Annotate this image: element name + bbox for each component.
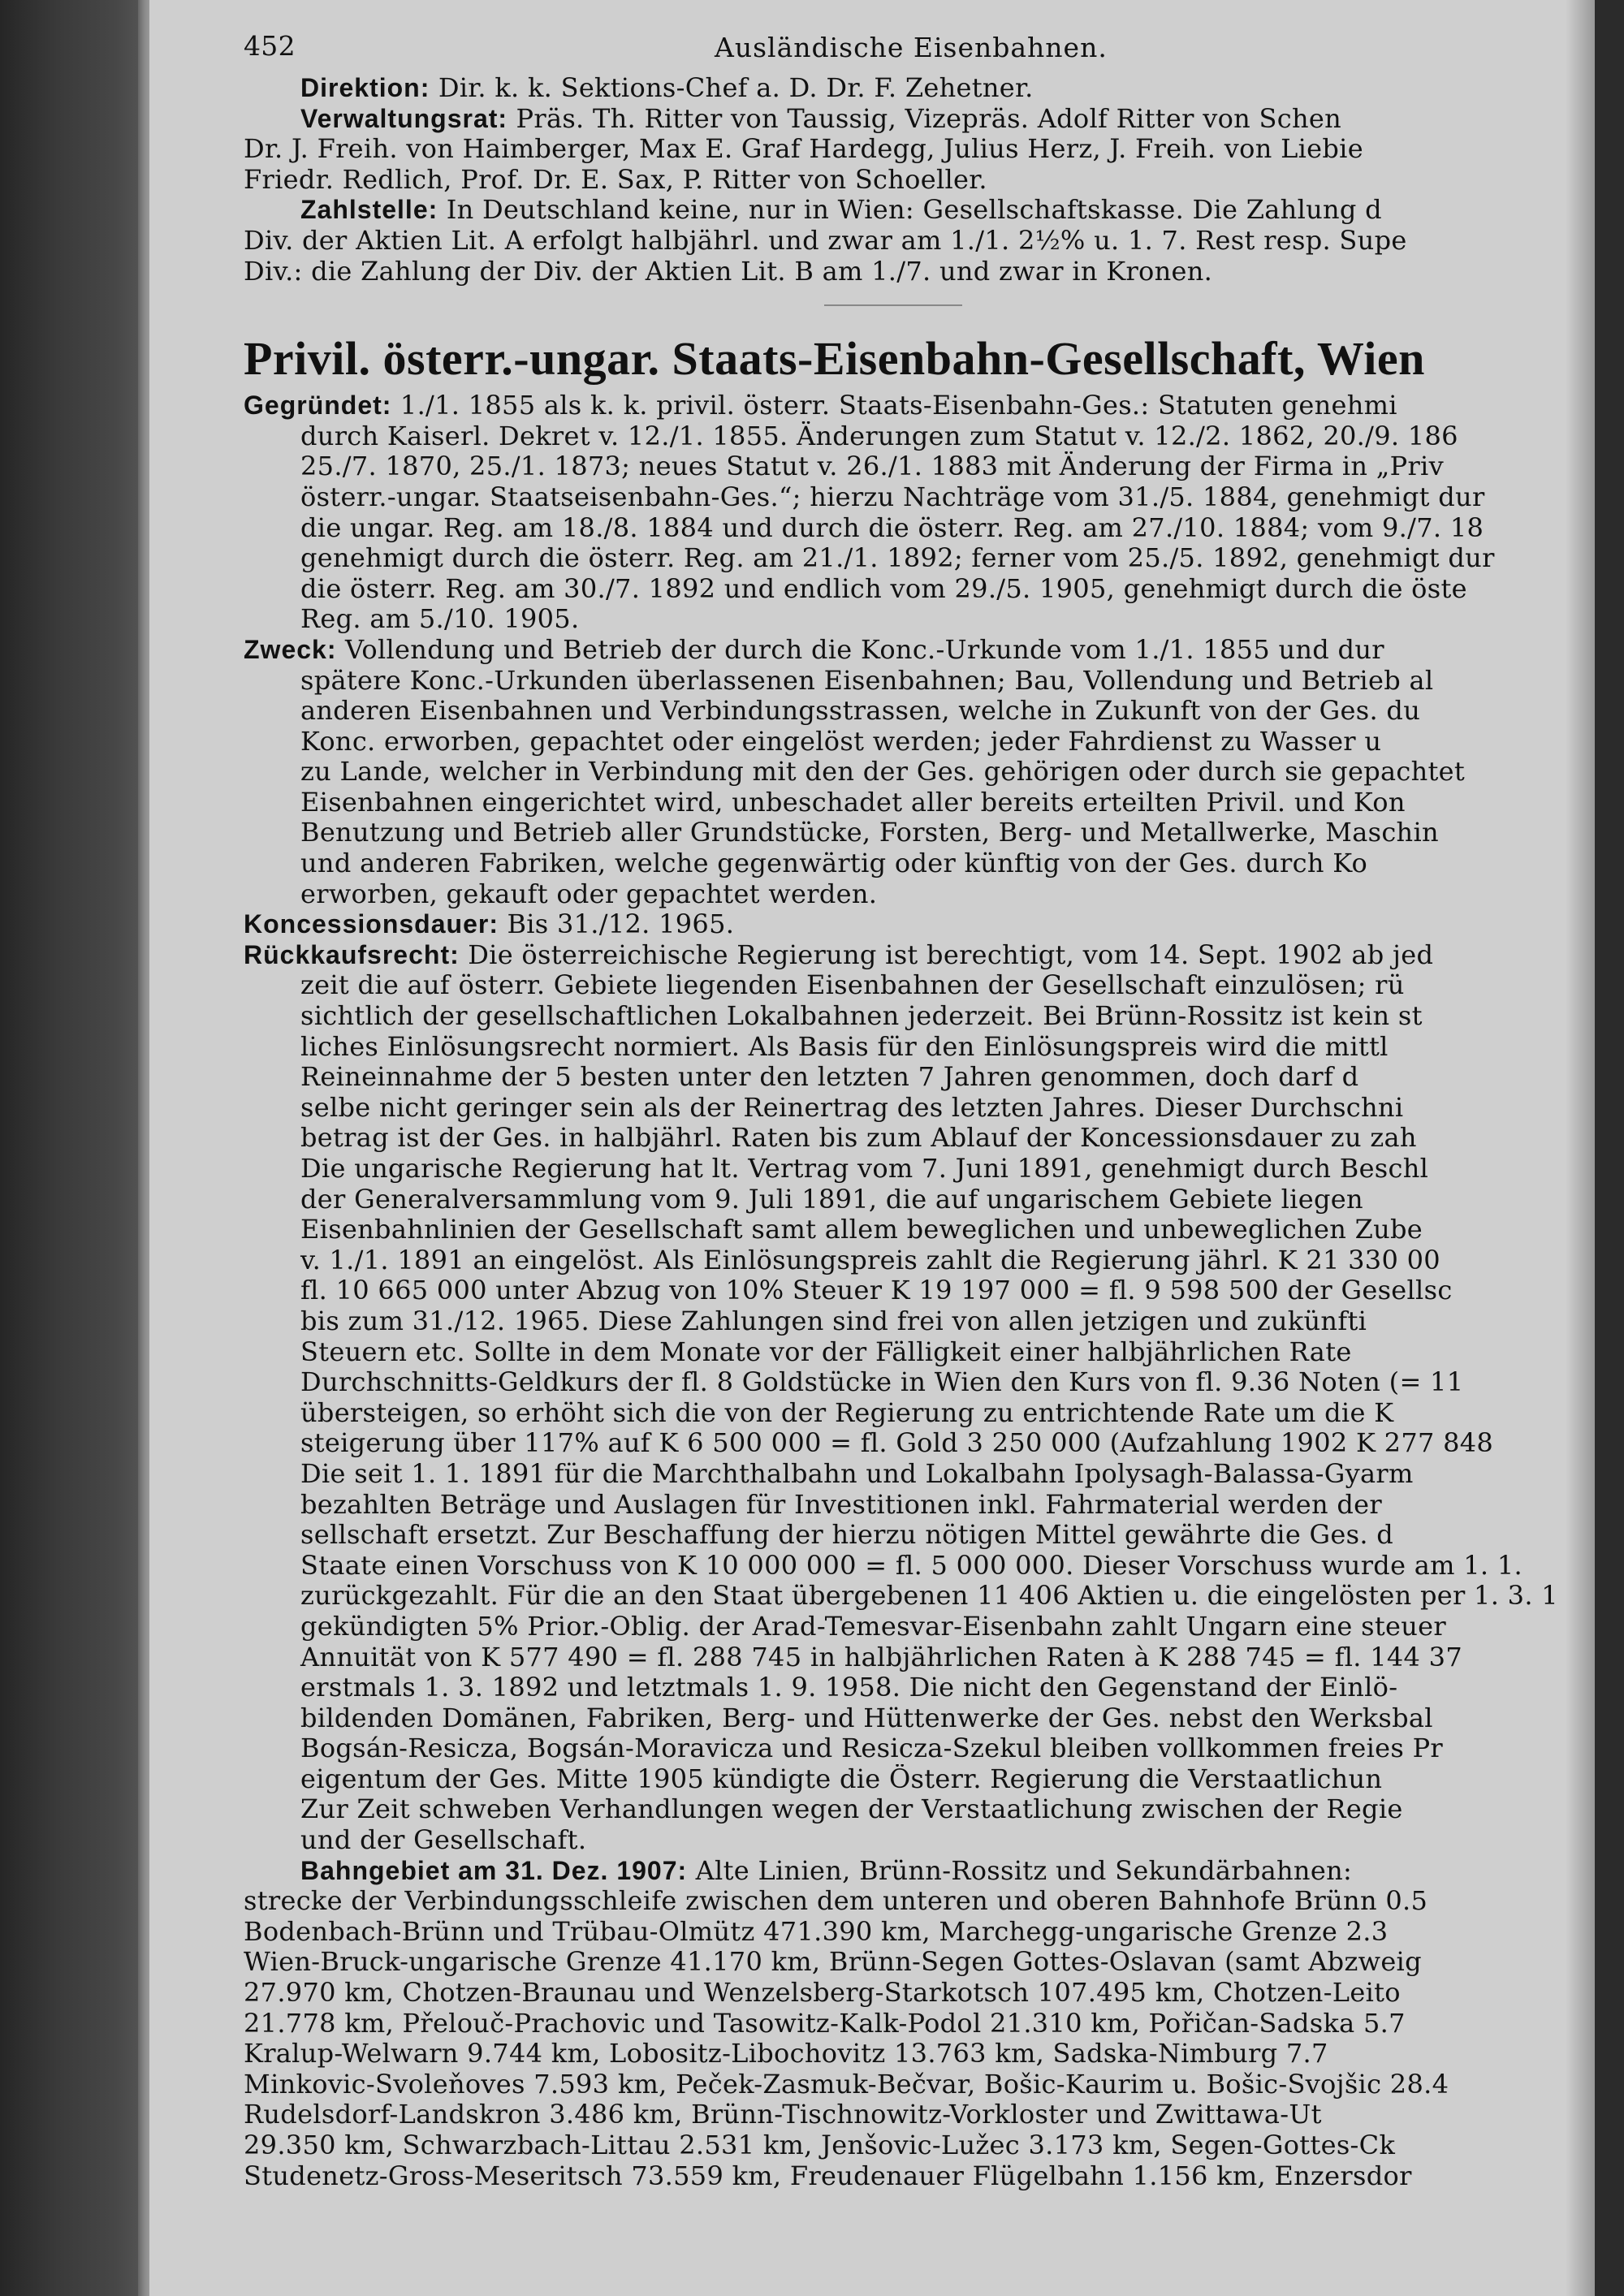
section-line <box>244 1154 1592 1185</box>
line-text: Div.: die Zahlung der Div. der Aktien Lit. B am 1./7. und zwar in Kronen. <box>244 256 1213 287</box>
line-text: Kralup-Welwarn 9.744 km, Lobositz-Libochovitz 13.763 km, Sadska-Nimburg 7.7 <box>244 2039 1328 2069</box>
text-line <box>244 73 1592 104</box>
section-line <box>244 879 1592 910</box>
bahngebiet-line <box>244 2069 1592 2100</box>
section-line <box>244 1733 1592 1764</box>
section-line <box>244 696 1592 727</box>
line-text: betrag ist der Ges. in halbjährl. Raten bis zum Ablauf der Koncessionsdauer zu zah <box>300 1123 1417 1154</box>
line-text: 27.970 km, Chotzen-Braunau und Wenzelsberg-Starkotsch 107.495 km, Chotzen-Leito <box>244 1978 1401 2009</box>
line-text: zeit die auf österr. Gebiete liegenden Eisenbahnen der Gesellschaft einzulösen; rü <box>300 970 1405 1001</box>
line-text: bezahlten Beträge und Auslagen für Investitionen inkl. Fahrmaterial werden der <box>300 1489 1382 1520</box>
line-text: Wien-Bruck-ungarische Grenze 41.170 km, Brünn-Segen Gottes-Oslavan (samt Abzweig <box>244 1947 1422 1978</box>
line-text: gekündigten 5% Prior.-Oblig. der Arad-Temesvar-Eisenbahn zahlt Ungarn eine steuer <box>300 1611 1446 1642</box>
section-line <box>244 909 1592 940</box>
bahngebiet-section <box>244 1856 1592 2192</box>
line-text: In Deutschland keine, nur in Wien: Gesellschaftskasse. Die Zahlung d <box>438 195 1382 226</box>
line-text: Rudelsdorf-Landskron 3.486 km, Brünn-Tischnowitz-Vorkloster und Zwittawa-Ut <box>244 2100 1322 2130</box>
line-text: Präs. Th. Ritter von Taussig, Vizepräs. Adolf Ritter von Schen <box>508 103 1342 134</box>
bahngebiet-line <box>244 2130 1592 2161</box>
section-line <box>244 1459 1592 1490</box>
section-line <box>244 788 1592 818</box>
line-text: erstmals 1. 3. 1892 und letztmals 1. 9. 1958. Die nicht den Gegenstand der Einlö- <box>300 1672 1398 1703</box>
section-line <box>244 848 1592 879</box>
line-text: Durchschnitts-Geldkurs der fl. 8 Goldstücke in Wien den Kurs von fl. 9.36 Noten (= 11 <box>300 1367 1464 1398</box>
line-text: fl. 10 665 000 unter Abzug von 10% Steuer K 19 197 000 = fl. 9 598 500 der Gesellsc <box>300 1275 1453 1306</box>
line-text: bis zum 31./12. 1965. Diese Zahlungen sind frei von allen jetzigen und zukünfti <box>300 1306 1367 1336</box>
section-line <box>244 1001 1592 1032</box>
line-text: Dir. k. k. Sektions-Chef a. D. Dr. F. Zehetner. <box>430 73 1034 103</box>
bahngebiet-line <box>244 2161 1592 2192</box>
field-label: Koncessionsdauer: <box>244 909 499 939</box>
field-label: Gegründet: <box>244 391 392 421</box>
text-line <box>244 134 1592 165</box>
text-line <box>244 226 1592 257</box>
line-text: Bodenbach-Brünn und Trübau-Olmütz 471.390 km, Marchegg-ungarische Grenze 2.3 <box>244 1916 1389 1947</box>
section-line <box>244 727 1592 757</box>
section-line <box>244 574 1592 605</box>
section-line <box>244 1825 1592 1856</box>
line-text: Staate einen Vorschuss von K 10 000 000 = fl. 5 000 000. Dieser Vorschuss wurde am 1. 1. <box>300 1550 1523 1581</box>
company-sections <box>244 391 1592 1856</box>
section-line <box>244 1215 1592 1245</box>
section-line <box>244 1367 1592 1398</box>
line-text: der Generalversammlung vom 9. Juli 1891, die auf ungarischem Gebiete liegen <box>300 1184 1363 1215</box>
bahngebiet-line <box>244 1917 1592 1948</box>
section-line <box>244 1245 1592 1276</box>
line-text: anderen Eisenbahnen und Verbindungsstrassen, welche in Zukunft von der Ges. du <box>300 696 1421 727</box>
line-text: 1./1. 1855 als k. k. privil. österr. Staats-Eisenbahn-Ges.: Statuten genehmi <box>391 391 1397 421</box>
section-line <box>244 1428 1592 1459</box>
section-line <box>244 1764 1592 1795</box>
section-line <box>244 451 1592 482</box>
line-text: Steuern etc. Sollte in dem Monate vor der Fälligkeit einer halbjährlichen Rate <box>300 1336 1352 1367</box>
section-line <box>244 1062 1592 1093</box>
field-label: Verwaltungsrat: <box>300 103 508 133</box>
line-text: und anderen Fabriken, welche gegenwärtig oder künftig von der Ges. durch Ko <box>300 848 1368 879</box>
line-text: Studenetz-Gross-Meseritsch 73.559 km, Freudenauer Flügelbahn 1.156 km, Enzersdor <box>244 2160 1412 2191</box>
bahngebiet-line <box>244 1978 1592 2009</box>
line-text: 21.778 km, Přelouč-Prachovic und Tasowitz-Kalk-Podol 21.310 km, Pořičan-Sadska 5.7 <box>244 2008 1406 2039</box>
line-text: spätere Konc.-Urkunden überlassenen Eisenbahnen; Bau, Vollendung und Betrieb al <box>300 665 1434 696</box>
text-line <box>244 195 1592 226</box>
bahngebiet-line <box>244 2009 1592 2039</box>
section-line <box>244 635 1592 666</box>
section-line <box>244 1672 1592 1703</box>
section-line <box>244 1275 1592 1306</box>
text-line <box>244 165 1592 196</box>
line-text: 29.350 km, Schwarzbach-Littau 2.531 km, Jenšovic-Lužec 3.173 km, Segen-Gottes-Ck <box>244 2130 1396 2160</box>
section-line <box>244 1612 1592 1642</box>
line-text: selbe nicht geringer sein als der Reinertrag des letzten Jahres. Dieser Durchschni <box>300 1092 1404 1123</box>
line-text: erworben, gekauft oder gepachtet werden. <box>300 878 878 909</box>
section-separator <box>824 304 962 306</box>
section-line <box>244 757 1592 788</box>
section-line <box>244 666 1592 697</box>
field-label: Rückkaufsrecht: <box>244 939 460 969</box>
page-content <box>244 23 1592 2191</box>
section-line <box>244 1093 1592 1124</box>
section-line <box>244 1123 1592 1154</box>
section-line <box>244 1306 1592 1337</box>
line-text: 25./7. 1870, 25./1. 1873; neues Statut v. 26./1. 1883 mit Änderung der Firma in „Priv <box>300 451 1444 482</box>
line-text: Die österreichische Regierung ist berechtigt, vom 14. Sept. 1902 ab jed <box>459 939 1434 970</box>
line-text: genehmigt durch die österr. Reg. am 21./1. 1892; ferner vom 25./5. 1892, genehmigt dur <box>300 543 1495 574</box>
line-text: Die seit 1. 1. 1891 für die Marchthalbahn und Lokalbahn Ipolysagh-Balassa-Gyarm <box>300 1458 1414 1489</box>
bahngebiet-line <box>244 1886 1592 1917</box>
line-text: zu Lande, welcher in Verbindung mit den der Ges. gehörigen oder durch sie gepachtet <box>300 757 1466 788</box>
page-number: 452 <box>244 30 296 62</box>
line-text: Zur Zeit schweben Verhandlungen wegen der Verstaatlichung zwischen der Regie <box>300 1794 1403 1825</box>
line-text: eigentum der Ges. Mitte 1905 kündigte die Österr. Regierung die Verstaatlichun <box>300 1763 1383 1794</box>
line-text: die ungar. Reg. am 18./8. 1884 und durch die österr. Reg. am 27./10. 1884; vom 9./7. 18 <box>300 512 1484 543</box>
line-text: und der Gesellschaft. <box>300 1825 587 1856</box>
bahngebiet-line <box>244 1856 1592 1887</box>
line-text: Eisenbahnen eingerichtet wird, unbeschadet aller bereits erteilten Privil. und Kon <box>300 787 1406 818</box>
line-text: Bogsán-Resicza, Bogsán-Moravicza und Resicza-Szekul bleiben vollkommen freies Pr <box>300 1733 1444 1764</box>
bahngebiet-line <box>244 1947 1592 1978</box>
section-line <box>244 543 1592 574</box>
field-label: Zahlstelle: <box>300 195 438 225</box>
line-text: Vollendung und Betrieb der durch die Konc.-Urkunde vom 1./1. 1855 und dur <box>336 634 1384 665</box>
section-line <box>244 1337 1592 1368</box>
section-line <box>244 604 1592 635</box>
section-line <box>244 1551 1592 1582</box>
company-title: Privil. österr.-ungar. Staats-Eisenbahn-Gesellschaft, Wien <box>244 332 1425 386</box>
scanned-page <box>149 0 1595 2296</box>
section-line <box>244 1520 1592 1551</box>
line-text: Minkovic-Svoleňoves 7.593 km, Peček-Zasmuk-Bečvar, Bošic-Kaurim u. Bošic-Svojšic 28.4 <box>244 2069 1449 2100</box>
line-text: die österr. Reg. am 30./7. 1892 und endlich vom 29./5. 1905, genehmigt durch die öste <box>300 573 1467 604</box>
bahngebiet-line <box>244 2039 1592 2069</box>
line-text: Benutzung und Betrieb aller Grundstücke, Forsten, Berg- und Metallwerke, Maschin <box>300 818 1439 848</box>
section-line <box>244 421 1592 452</box>
text-line <box>244 104 1592 135</box>
line-text: bildenden Domänen, Fabriken, Berg- und Hüttenwerke der Ges. nebst den Werksbal <box>300 1703 1433 1733</box>
line-text: strecke der Verbindungsschleife zwischen dem unteren und oberen Bahnhofe Brünn 0.5 <box>244 1886 1428 1917</box>
page-header <box>244 23 1592 73</box>
section-line <box>244 391 1592 421</box>
text-line <box>244 257 1592 287</box>
line-text: Bis 31./12. 1965. <box>498 909 735 940</box>
section-line <box>244 1398 1592 1429</box>
line-text: Friedr. Redlich, Prof. Dr. E. Sax, P. Ritter von Schoeller. <box>244 164 987 195</box>
line-text: Die ungarische Regierung hat lt. Vertrag vom 7. Juni 1891, genehmigt durch Beschl <box>300 1154 1429 1184</box>
line-text: v. 1./1. 1891 an eingelöst. Als Einlösungspreis zahlt die Regierung jährl. K 21 330 00 <box>300 1245 1440 1275</box>
field-label: Direktion: <box>300 73 430 102</box>
line-text: Alte Linien, Brünn-Rossitz und Sekundärbahnen: <box>687 1855 1353 1886</box>
section-line <box>244 818 1592 848</box>
line-text: Eisenbahnlinien der Gesellschaft samt allem beweglichen und unbeweglichen Zube <box>300 1215 1423 1245</box>
section-line <box>244 482 1592 513</box>
line-text: liches Einlösungsrecht normiert. Als Basis für den Einlösungspreis wird die mittl <box>300 1031 1389 1062</box>
section-line <box>244 940 1592 971</box>
bahngebiet-line <box>244 2100 1592 2130</box>
line-text: sichtlich der gesellschaftlichen Lokalbahnen jederzeit. Bei Brünn-Rossitz ist kein st <box>300 1001 1423 1032</box>
line-text: Konc. erworben, gepachtet oder eingelöst werden; jeder Fahrdienst zu Wasser u <box>300 726 1382 757</box>
line-text: durch Kaiserl. Dekret v. 12./1. 1855. Änderungen zum Statut v. 12./2. 1862, 20./9. 186 <box>300 421 1458 451</box>
line-text: steigerung über 117% auf K 6 500 000 = fl. Gold 3 250 000 (Aufzahlung 1902 K 277 848 <box>300 1428 1494 1459</box>
book-spine-shadow <box>0 0 145 2296</box>
section-line <box>244 1032 1592 1063</box>
section-line <box>244 1185 1592 1215</box>
section-line <box>244 970 1592 1001</box>
running-title: Ausländische Eisenbahnen. <box>715 32 1108 63</box>
line-text: zurückgezahlt. Für die an den Staat übergebenen 11 406 Aktien u. die eingelösten per 1. 3. 1 <box>300 1581 1558 1612</box>
field-label: Bahngebiet am 31. Dez. 1907: <box>300 1855 688 1885</box>
line-text: Div. der Aktien Lit. A erfolgt halbjährl. und zwar am 1./1. 2½% u. 1. 7. Rest resp. Supe <box>244 225 1407 256</box>
line-text: Reineinnahme der 5 besten unter den letzten 7 Jahren genommen, doch darf d <box>300 1062 1359 1093</box>
line-text: übersteigen, so erhöht sich die von der Regierung zu entrichtende Rate um die K <box>300 1397 1394 1428</box>
section-line <box>244 513 1592 544</box>
section-line <box>244 1703 1592 1734</box>
section-line <box>244 1642 1592 1673</box>
section-line <box>244 1490 1592 1521</box>
line-text: österr.-ungar. Staatseisenbahn-Ges.“; hierzu Nachträge vom 31./5. 1884, genehmigt dur <box>300 481 1485 512</box>
previous-company-section <box>244 73 1592 287</box>
line-text: sellschaft ersetzt. Zur Beschaffung der hierzu nötigen Mittel gewährte die Ges. d <box>300 1520 1394 1551</box>
section-line <box>244 1794 1592 1825</box>
section-line <box>244 1581 1592 1612</box>
line-text: Dr. J. Freih. von Haimberger, Max E. Graf Hardegg, Julius Herz, J. Freih. von Liebie <box>244 134 1363 165</box>
field-label: Zweck: <box>244 634 337 664</box>
line-text: Reg. am 5./10. 1905. <box>300 604 580 635</box>
line-text: Annuität von K 577 490 = fl. 288 745 in halbjährlichen Raten à K 288 745 = fl. 144 37 <box>300 1642 1462 1672</box>
